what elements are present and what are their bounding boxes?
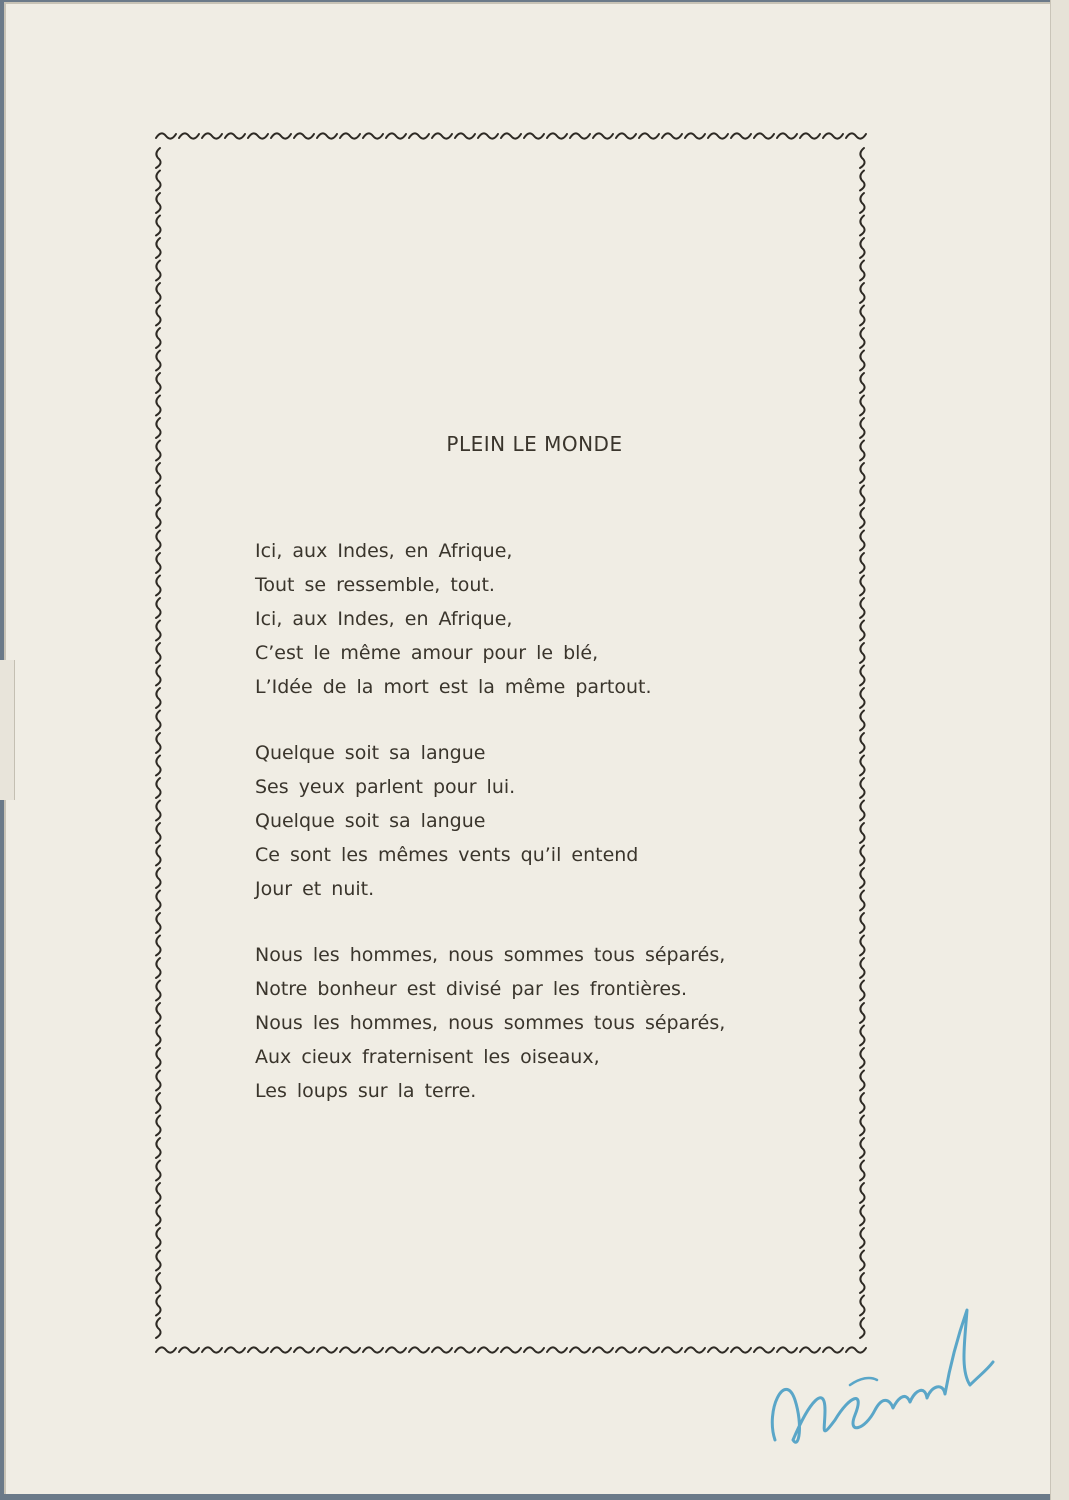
border-flourish <box>860 1003 865 1023</box>
border-flourish <box>156 1138 161 1158</box>
poem-title: PLEIN LE MONDE <box>446 432 623 456</box>
border-flourish <box>860 913 865 933</box>
border-flourish <box>156 958 161 978</box>
border-flourish <box>156 373 161 393</box>
border-flourish <box>156 666 161 686</box>
border-flourish <box>860 868 865 888</box>
border-flourish <box>662 1347 682 1352</box>
stanza-3 <box>255 938 815 1108</box>
border-flourish <box>777 133 797 138</box>
border-flourish <box>662 133 682 138</box>
border-flourish <box>524 1347 544 1352</box>
border-flourish <box>156 216 161 236</box>
poem-line: Quelque soit sa langue <box>255 810 486 832</box>
border-flourish <box>271 133 291 138</box>
border-flourish <box>156 711 161 731</box>
border-flourish <box>860 1228 865 1248</box>
border-flourish <box>179 133 199 138</box>
border-flourish <box>860 1048 865 1068</box>
border-flourish <box>156 733 161 753</box>
border-flourish <box>860 1251 865 1271</box>
border-flourish <box>156 756 161 776</box>
border-flourish <box>432 133 452 138</box>
border-flourish <box>860 621 865 641</box>
border-flourish <box>271 1347 291 1352</box>
binding-strip <box>0 660 15 800</box>
border-flourish <box>860 1071 865 1091</box>
border-flourish <box>501 133 521 138</box>
border-flourish <box>156 486 161 506</box>
border-flourish <box>708 133 728 138</box>
border-flourish <box>156 981 161 1001</box>
poem-line: L’Idée de la mort est la même partout. <box>255 676 652 698</box>
border-flourish <box>570 1347 590 1352</box>
border-flourish <box>156 463 161 483</box>
border-flourish <box>823 133 843 138</box>
border-flourish <box>156 508 161 528</box>
border-flourish <box>317 133 337 138</box>
border-flourish <box>156 396 161 416</box>
border-flourish <box>860 576 865 596</box>
border-flourish <box>860 778 865 798</box>
poem-line: Nous les hommes, nous sommes tous séparés, <box>255 944 726 966</box>
border-flourish <box>248 133 268 138</box>
border-flourish <box>860 261 865 281</box>
border-flourish <box>202 133 222 138</box>
border-flourish <box>156 1026 161 1046</box>
border-flourish <box>156 1003 161 1023</box>
border-flourish <box>156 868 161 888</box>
border-flourish <box>860 846 865 866</box>
border-flourish <box>860 508 865 528</box>
border-flourish <box>860 643 865 663</box>
border-flourish <box>225 1347 245 1352</box>
border-flourish <box>860 1093 865 1113</box>
border-flourish <box>860 801 865 821</box>
border-flourish <box>225 133 245 138</box>
border-flourish <box>386 1347 406 1352</box>
border-flourish <box>860 531 865 551</box>
border-flourish <box>156 598 161 618</box>
handwritten-signature <box>755 1290 1005 1470</box>
stanza-1 <box>255 534 815 704</box>
border-flourish <box>179 1347 199 1352</box>
border-flourish <box>478 1347 498 1352</box>
border-flourish <box>156 688 161 708</box>
border-flourish <box>156 1071 161 1091</box>
border-flourish <box>455 133 475 138</box>
border-flourish <box>860 238 865 258</box>
border-flourish <box>156 1318 161 1338</box>
border-flourish <box>248 1347 268 1352</box>
border-flourish <box>860 283 865 303</box>
border-flourish <box>860 688 865 708</box>
border-flourish <box>386 133 406 138</box>
border-flourish <box>294 133 314 138</box>
border-flourish <box>731 133 751 138</box>
border-flourish <box>432 1347 452 1352</box>
border-flourish <box>860 373 865 393</box>
border-flourish <box>860 463 865 483</box>
border-flourish <box>156 1048 161 1068</box>
border-flourish <box>800 133 820 138</box>
border-flourish <box>860 328 865 348</box>
border-flourish <box>708 1347 728 1352</box>
border-flourish <box>156 1296 161 1316</box>
border-flourish <box>363 133 383 138</box>
border-flourish <box>156 133 176 138</box>
border-flourish <box>860 958 865 978</box>
border-flourish <box>340 1347 360 1352</box>
border-flourish <box>156 621 161 641</box>
border-flourish <box>860 306 865 326</box>
border-flourish <box>860 1026 865 1046</box>
poem-body <box>255 534 815 1140</box>
border-flourish <box>860 1116 865 1136</box>
border-flourish <box>731 1347 751 1352</box>
border-flourish <box>860 936 865 956</box>
border-flourish <box>156 1093 161 1113</box>
poem-line: Ici, aux Indes, en Afrique, <box>255 540 513 562</box>
border-flourish <box>156 1183 161 1203</box>
border-flourish <box>860 1161 865 1181</box>
border-flourish <box>860 1138 865 1158</box>
poem-line: Ici, aux Indes, en Afrique, <box>255 608 513 630</box>
poem-line: Nous les hommes, nous sommes tous séparés, <box>255 1012 726 1034</box>
border-flourish <box>639 133 659 138</box>
poem-line: Aux cieux fraternisent les oiseaux, <box>255 1046 600 1068</box>
border-flourish <box>156 306 161 326</box>
border-flourish <box>317 1347 337 1352</box>
border-flourish <box>156 643 161 663</box>
border-flourish <box>860 891 865 911</box>
border-flourish <box>156 351 161 371</box>
border-flourish <box>363 1347 383 1352</box>
border-flourish <box>156 1228 161 1248</box>
poem-line: Les loups sur la terre. <box>255 1080 477 1102</box>
border-flourish <box>501 1347 521 1352</box>
border-flourish <box>860 553 865 573</box>
border-flourish <box>860 396 865 416</box>
border-flourish <box>860 756 865 776</box>
border-flourish <box>156 913 161 933</box>
poem-line: Notre bonheur est divisé par les frontières. <box>255 978 687 1000</box>
border-flourish <box>156 801 161 821</box>
border-flourish <box>846 133 866 138</box>
border-flourish <box>156 778 161 798</box>
signature-stroke <box>772 1310 993 1442</box>
border-flourish <box>593 133 613 138</box>
border-flourish <box>156 531 161 551</box>
poem-line: C’est le même amour pour le blé, <box>255 642 599 664</box>
border-flourish <box>156 328 161 348</box>
border-flourish <box>860 171 865 191</box>
poem-line: Jour et nuit. <box>255 878 375 900</box>
poem-line: Tout se ressemble, tout. <box>255 574 495 596</box>
border-flourish <box>860 666 865 686</box>
border-flourish <box>860 711 865 731</box>
border-flourish <box>860 981 865 1001</box>
border-flourish <box>156 1206 161 1226</box>
border-flourish <box>156 1273 161 1293</box>
border-flourish <box>156 576 161 596</box>
border-flourish <box>478 133 498 138</box>
border-flourish <box>547 133 567 138</box>
border-flourish <box>156 1161 161 1181</box>
page-edge <box>1050 0 1069 1500</box>
border-flourish <box>156 936 161 956</box>
border-flourish <box>524 133 544 138</box>
border-flourish <box>409 133 429 138</box>
border-flourish <box>409 1347 429 1352</box>
border-flourish <box>294 1347 314 1352</box>
border-flourish <box>156 891 161 911</box>
border-flourish <box>860 216 865 236</box>
signature-accent <box>850 1378 877 1385</box>
border-flourish <box>547 1347 567 1352</box>
border-flourish <box>340 133 360 138</box>
border-flourish <box>616 133 636 138</box>
border-flourish <box>616 1347 636 1352</box>
border-flourish <box>202 1347 222 1352</box>
border-flourish <box>156 553 161 573</box>
border-flourish <box>156 1251 161 1271</box>
border-flourish <box>860 1183 865 1203</box>
border-flourish <box>156 846 161 866</box>
border-flourish <box>860 351 865 371</box>
border-flourish <box>156 171 161 191</box>
border-flourish <box>455 1347 475 1352</box>
border-flourish <box>156 193 161 213</box>
poem-line: Ce sont les mêmes vents qu’il entend <box>255 844 639 866</box>
border-flourish <box>156 283 161 303</box>
border-flourish <box>860 823 865 843</box>
stanza-2 <box>255 736 815 906</box>
border-flourish <box>156 261 161 281</box>
border-flourish <box>860 486 865 506</box>
border-flourish <box>860 733 865 753</box>
border-flourish <box>156 1116 161 1136</box>
border-flourish <box>593 1347 613 1352</box>
border-flourish <box>860 148 865 168</box>
border-flourish <box>639 1347 659 1352</box>
border-flourish <box>754 133 774 138</box>
border-flourish <box>156 238 161 258</box>
border-flourish <box>860 598 865 618</box>
border-flourish <box>156 1347 176 1352</box>
poem-line: Quelque soit sa langue <box>255 742 486 764</box>
poem-line: Ses yeux parlent pour lui. <box>255 776 516 798</box>
border-flourish <box>685 133 705 138</box>
border-flourish <box>860 193 865 213</box>
border-flourish <box>570 133 590 138</box>
border-flourish <box>860 1206 865 1226</box>
border-flourish <box>685 1347 705 1352</box>
border-flourish <box>156 148 161 168</box>
border-flourish <box>156 823 161 843</box>
